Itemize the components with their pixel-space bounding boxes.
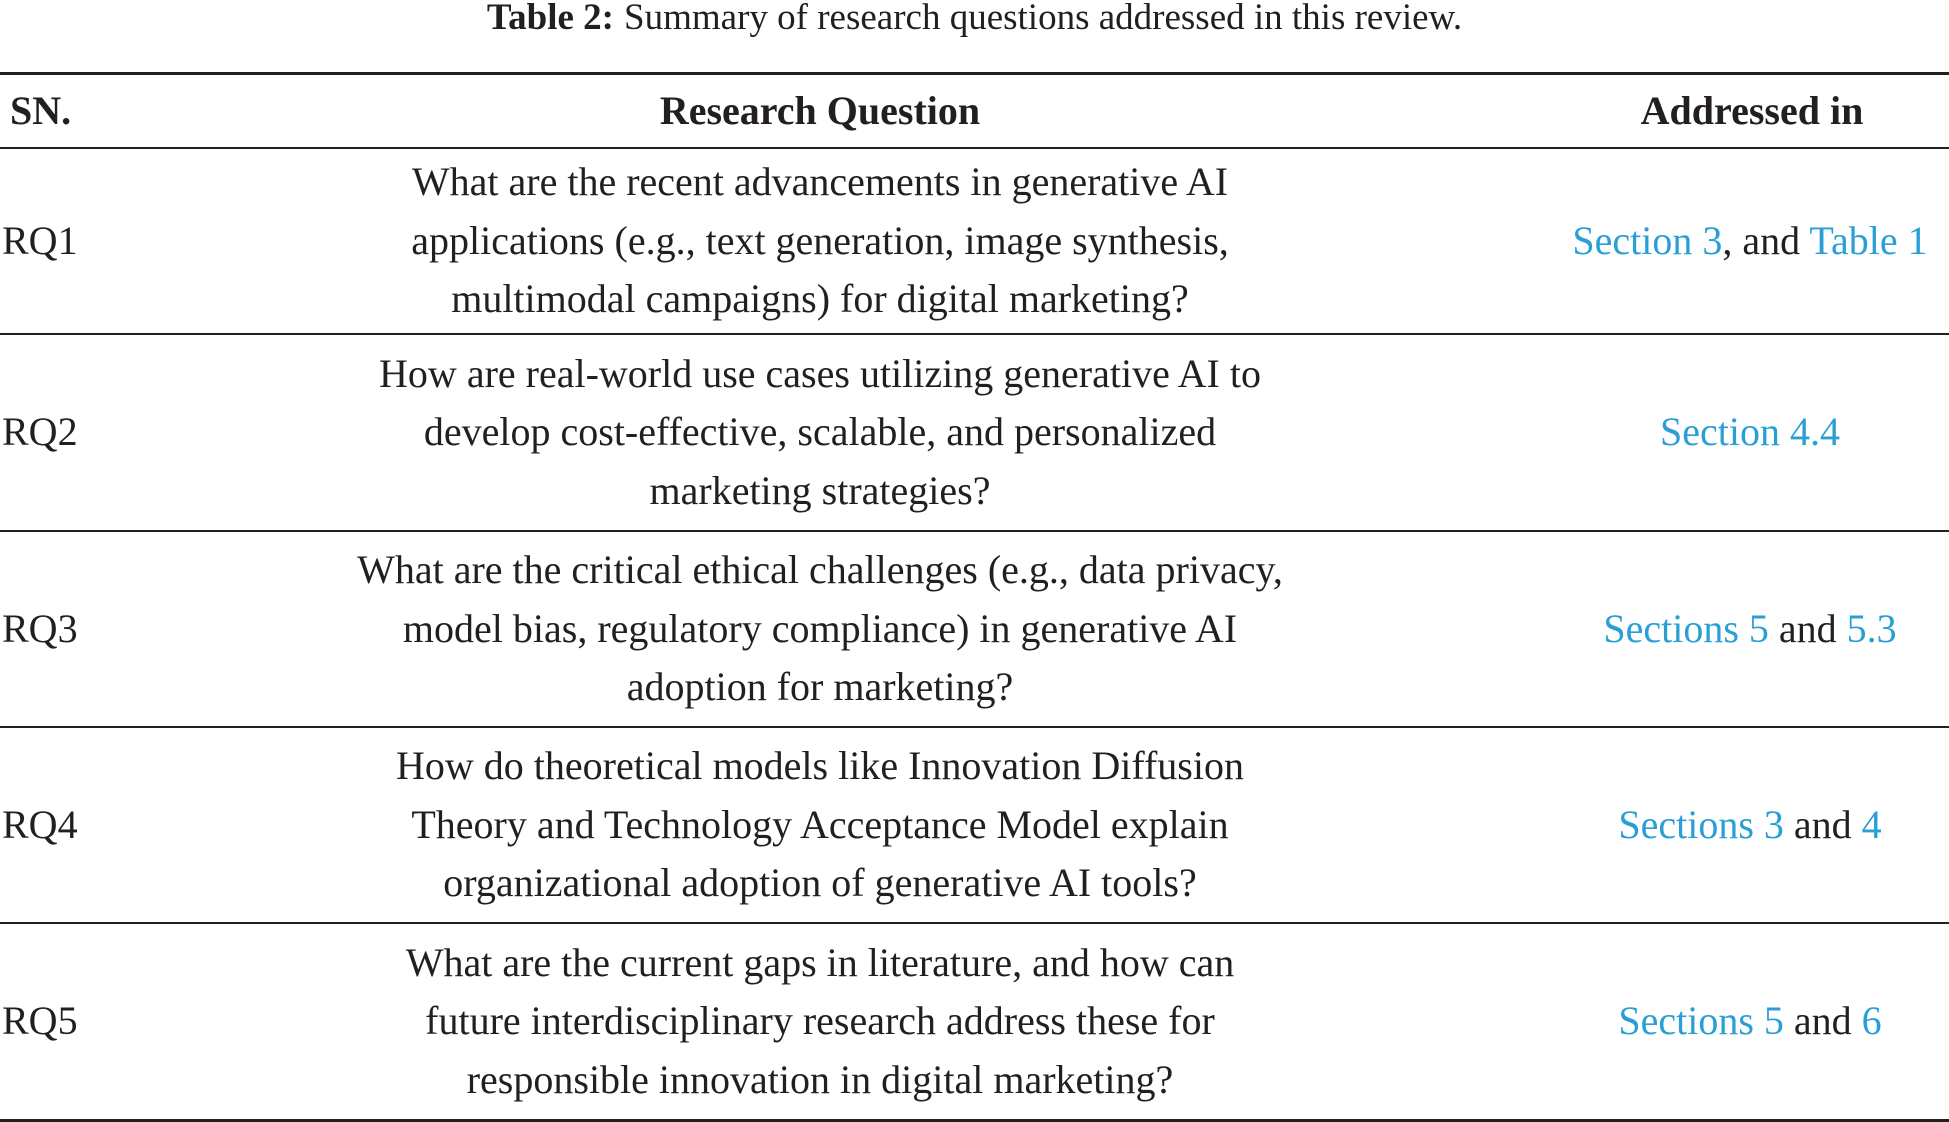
question-line: organizational adoption of generative AI tools? [443,860,1197,906]
question-line: future interdisciplinary research address these for [425,998,1215,1044]
link-separator: , and [1722,217,1810,263]
row-addressed-in [1500,532,1949,726]
question-line: How do theoretical models like Innovation Diffusion [396,743,1244,789]
row-addressed-in [1500,924,1949,1119]
question-line: What are the recent advancements in generative AI [411,159,1229,205]
row-sn: RQ3 [2,605,78,651]
section-link[interactable]: 6 [1861,998,1882,1044]
table-caption [0,0,1949,44]
row-sn: RQ2 [2,409,78,455]
section-link[interactable]: Section 4.4 [1660,409,1840,455]
header-addressed-in: Addressed in [1640,87,1864,133]
row-sn: RQ5 [2,998,78,1044]
question-line: develop cost-effective, scalable, and personalized [423,409,1217,455]
row-addressed-in [1500,149,1949,333]
question-line: What are the current gaps in literature, and how can [405,939,1235,985]
question-line: How are real-world use cases utilizing generative AI to [379,350,1261,396]
question-line: adoption for marketing? [626,664,1014,710]
table-link[interactable]: Table 1 [1809,217,1928,263]
header-research-question: Research Question [659,87,981,133]
table-row [0,335,1949,530]
section-link[interactable]: Sections 5 [1603,605,1769,651]
row-sn: RQ1 [2,217,78,263]
question-line: model bias, regulatory compliance) in generative AI [402,605,1238,651]
table-header-row [0,75,1949,147]
section-link[interactable]: 4 [1861,801,1882,847]
question-line: multimodal campaigns) for digital marketing? [451,276,1189,322]
row-question [250,728,1390,922]
row-question [250,335,1390,530]
table-row [0,728,1949,922]
link-separator: and [1783,801,1862,847]
section-link[interactable]: Section 3 [1572,217,1723,263]
row-addressed-in [1500,335,1949,530]
table-caption-text: Summary of research questions addressed in this review. [624,0,1463,38]
row-sn: RQ4 [2,801,78,847]
question-line: applications (e.g., text generation, image synthesis, [411,217,1229,263]
row-addressed-in [1500,728,1949,922]
section-link[interactable]: Sections 3 [1618,801,1784,847]
section-link[interactable]: Sections 5 [1618,998,1784,1044]
link-separator: and [1783,998,1862,1044]
table-row [0,532,1949,726]
row-question [250,532,1390,726]
table-row [0,149,1949,333]
section-link[interactable]: 5.3 [1846,605,1897,651]
row-question [250,924,1390,1119]
row-question [250,149,1390,333]
question-line: What are the critical ethical challenges (e.g., data privacy, [357,547,1283,593]
link-separator: and [1768,605,1847,651]
table-row [0,924,1949,1119]
question-line: marketing strategies? [649,467,991,513]
question-line: responsible innovation in digital marketing? [466,1056,1174,1102]
question-line: Theory and Technology Acceptance Model explain [411,801,1229,847]
table-caption-label: Table 2: [486,0,615,38]
header-sn: SN. [10,87,72,133]
